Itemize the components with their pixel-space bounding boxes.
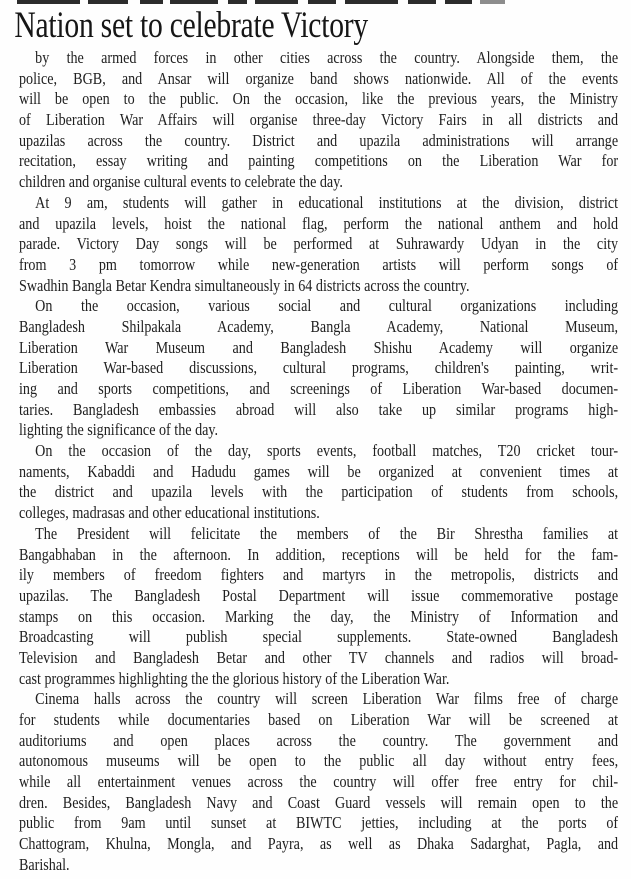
article-text-line: At 9 am, students will gather in educational institutions at the division, district: [35, 192, 619, 212]
article-text-line: Liberation War Museum and Bangladesh Shishu Academy will organize: [19, 337, 619, 357]
article-headline: Nation set to celebrate Victory: [14, 5, 368, 46]
article-text-line: The President will felicitate the members of the Bir Shrestha families at: [35, 523, 619, 543]
article-text-line: Chattogram, Khulna, Mongla, and Payra, as well as Dhaka Sadarghat, Pagla, and: [19, 834, 619, 854]
article-text-line: colleges, madrasas and other educational institutions.: [19, 503, 320, 523]
article-text-line: for students while documentaries based on Liberation War will be screened at: [19, 710, 619, 729]
article-text-line: naments, Kabaddi and Hadudu games will be organized at convenient times at: [19, 461, 619, 481]
article-text-line: the district and upazila levels with the participation of students from schools,: [19, 482, 619, 502]
article-text-line: upazilas across the country. District and upazila administrations will arrange: [19, 130, 619, 150]
article-text-line: Swadhin Bangla Betar Kendra simultaneously in 64 districts across the country.: [19, 275, 470, 295]
article-text-line: and upazila levels, hoist the national flag, perform the national anthem and hold: [19, 213, 619, 233]
article-text-line: of Liberation War Affairs will organise three-day Victory Fairs in all districts and: [19, 110, 619, 130]
article-text-line: upazilas. The Bangladesh Postal Department will issue commemorative postage: [19, 585, 619, 605]
article-text-line: Television and Bangladesh Betar and other TV channels and radios will broad-: [19, 647, 619, 667]
article-body: [19, 48, 618, 876]
article-text-line: by the armed forces in other cities across the country. Alongside them, the: [35, 48, 619, 67]
article-text-line: On the occasion of the day, sports events, football matches, T20 cricket tour-: [35, 441, 619, 461]
article-text-line: lighting the significance of the day.: [19, 420, 219, 440]
article-text-line: stamps on this occasion. Marking the day, the Ministry of Information and: [19, 606, 619, 626]
article-text-line: dren. Besides, Bangladesh Navy and Coast Guard vessels will remain open to the: [19, 792, 619, 812]
article-text-line: taries. Bangladesh embassies abroad will also take up similar programs high-: [19, 399, 619, 419]
article-text-line: Bangladesh Shilpakala Academy, Bangla Academy, National Museum,: [19, 316, 619, 336]
article-text-line: auditoriums and open places across the country. The government and: [19, 730, 619, 750]
article-text-line: from 3 pm tomorrow while new-generation artists will perform songs of: [19, 254, 619, 274]
article-text-line: cast programmes highlighting the the glorious history of the Liberation War.: [19, 668, 450, 688]
article-text-line: Bangabhaban in the afternoon. In addition, receptions will be held for the fam-: [19, 544, 619, 564]
article-text-line: while all entertainment venues across the country will offer free entry for chil-: [19, 772, 619, 792]
article-text-line: ily members of freedom fighters and martyrs in the metropolis, districts and: [19, 565, 619, 585]
article-text-line: Barishal.: [19, 854, 70, 874]
article-text-line: recitation, essay writing and painting competitions on the Liberation War for: [19, 151, 619, 171]
article-text-line: public from 9am until sunset at BIWTC jetties, including at the ports of: [19, 813, 619, 833]
article-text-line: ing and sports competitions, and screenings of Liberation War-based documen-: [19, 379, 619, 398]
article-text-line: Cinema halls across the country will screen Liberation War films free of charge: [35, 689, 619, 709]
article-text-line: Liberation War-based discussions, cultural programs, children's painting, writ-: [19, 358, 619, 378]
article-text-line: will be open to the public. On the occasion, like the previous years, the Ministry: [19, 89, 619, 109]
article-text-line: autonomous museums will be open to the public all day without entry fees,: [19, 751, 619, 771]
article-text-line: police, BGB, and Ansar will organize band shows nationwide. All of the events: [19, 68, 619, 88]
article-text-line: Broadcasting will publish special supplements. State-owned Bangladesh: [19, 627, 619, 647]
article-text-line: On the occasion, various social and cultural organizations including: [35, 296, 619, 316]
article-text-line: children and organise cultural events to celebrate the day.: [19, 172, 343, 192]
article-text-line: parade. Victory Day songs will be performed at Suhrawardy Udyan in the city: [19, 234, 619, 254]
